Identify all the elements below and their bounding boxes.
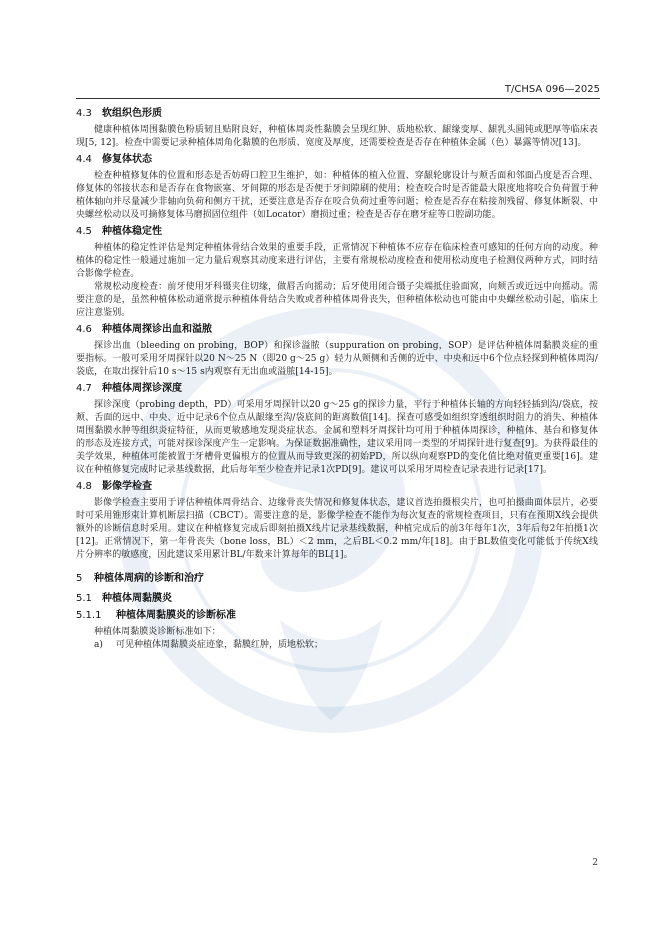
section-4-5 [76, 225, 598, 320]
subsection-number: 5.1 [76, 593, 92, 604]
paragraph: 影像学检查主要用于评估种植体周骨结合、边缘骨丧失情况和修复体状态，建议首选拍摄根尖片，也可拍摄曲面体层片，必要时可采用锥形束计算机断层扫描（CBCT）。需要注意的是，影像学检查不能作为每次复查的常规检查项目，只有在预期X线会提供额外的诊断信息时采用。建议在种植修复完成后即刻拍摄X线片记录基线数据，种植完成后的前3年每年1次，3年后每2年拍摄1次[12]。正常情况下，第一年骨丧失（bone loss，BL）＜2 mm，之后BL＜0.2 mm/年[18]。由于BL数值变化可能低于传统X线片分辨率的敏感度，因此建议采用累计BL/年数来计算每年的BL[1]。 [76, 498, 598, 560]
section-heading [76, 480, 598, 494]
section-title: 修复体状态 [102, 154, 152, 165]
section-title: 种植体周探诊深度 [102, 383, 182, 394]
document-body [76, 104, 598, 652]
subsubsection-title: 种植体周黏膜炎的诊断标准 [116, 610, 236, 621]
paragraph: 探诊出血（bleeding on probing，BOP）和探诊溢脓（suppuration on probing，SOP）是评估种植体周黏膜炎症的重要指标。一般可采用牙周探针以20 N～25 N（即20 g～25 g）轻力从颊侧和舌侧的近中、中央和远中6个位点轻探到种植体周沟/袋底，在取出探针后10 s～15 s内观察有无出血或溢脓[14-15]。 [76, 341, 598, 377]
subsection-heading [76, 592, 598, 606]
list-item-text: 可见种植体周黏膜炎症迹象，黏膜红肿，质地松软； [116, 640, 324, 650]
section-number: 4.4 [76, 154, 92, 165]
paragraph: 健康种植体周围黏膜色粉质韧且贴附良好，种植体周炎性黏膜会呈现红肿、质地松软、龈缘变厚、龈乳头圆钝或肥厚等临床表现[5, 12]。检查中需要记录种植体周角化黏膜的色形质、宽度及厚度，还需要检查是否存在种植体金属（色）暴露等情况[13]。 [76, 125, 598, 148]
header-rule [76, 98, 600, 99]
section-title: 软组织色形质 [102, 108, 162, 119]
subsection-title: 种植体周黏膜炎 [102, 593, 172, 604]
section-4-8 [76, 480, 598, 562]
section-4-7 [76, 382, 598, 477]
section-number: 4.6 [76, 324, 92, 335]
section-number: 4.5 [76, 226, 92, 237]
subsubsection-number: 5.1.1 [76, 610, 102, 621]
paragraph: 种植体的稳定性评估是判定种植体骨结合效果的重要手段，正常情况下种植体不应存在临床检查可感知的任何方向的动度。种植体的稳定性一般通过施加一定力量后观察其动度来进行评估，主要有常规松动度检查和使用松动度电子检测仪两种方式，同时结合影像学检查。 [76, 243, 598, 279]
section-heading [76, 107, 598, 121]
section-heading [76, 225, 598, 239]
section-number: 4.3 [76, 108, 92, 119]
section-number: 4.8 [76, 481, 92, 492]
subsubsection-heading [76, 609, 598, 623]
list-marker: a) [94, 640, 103, 650]
section-4-6 [76, 323, 598, 379]
page-number: 2 [592, 858, 598, 868]
section-title: 种植体稳定性 [102, 226, 162, 237]
chapter-title: 种植体周病的诊断和治疗 [94, 573, 204, 584]
paragraph: 检查种植修复体的位置和形态是否妨碍口腔卫生维护，如：种植体的植入位置、穿龈轮廓设计与颊舌面和邻面凸度是否合理、修复体的邻接状态和是否存在食物嵌塞、牙间隙的形态是否便于牙间隙刷的使用；检查咬合时是否能最大限度地将咬合负荷置于种植体轴向并尽量减少非轴向负荷和侧方干扰，还要注意是否存在咬合负荷过重等问题；检查是否存在粘接剂残留、修复体断裂、中央螺丝松动以及可摘修复体马磨损固位组件（如Locator）磨损过重；检查是否存在磨牙症等口腔副功能。 [76, 171, 598, 220]
section-number: 4.7 [76, 383, 92, 394]
standard-code: T/CHSA 096—2025 [504, 84, 600, 95]
section-4-3 [76, 107, 598, 150]
paragraph: 常规松动度检查：前牙使用牙科镊夹住切缘，做唇舌向摇动；后牙使用闭合镊子尖端抵住验面窝，向颊舌或近远中向摇动。需要注意的是，虽然种植体松动通常提示种植体骨结合失败或者种植体周骨丧失，但种植体松动也可能由中央螺丝松动引起，临床上应注意鉴别。 [76, 282, 598, 318]
chapter-number: 5 [76, 573, 83, 584]
list-item [94, 639, 598, 652]
section-title: 影像学检查 [102, 481, 152, 492]
chapter-heading [76, 572, 598, 586]
criteria-intro: 种植体周黏膜炎诊断标准如下： [94, 627, 221, 637]
section-heading [76, 323, 598, 337]
section-title: 种植体周探诊出血和溢脓 [102, 324, 212, 335]
section-heading [76, 382, 598, 396]
section-heading [76, 153, 598, 167]
section-4-4 [76, 153, 598, 222]
paragraph: 探诊深度（probing depth，PD）可采用牙周探针以20 g～25 g的探诊力量，平行于种植体长轴的方向轻轻插到沟/袋底，按颊、舌面的远中、中央、近中记录6个位点从龈缘至沟/袋底间的距离数值[14]。探查可感受如组织穿透组织时阻力的消失、种植体周围黏膜水肿等组织炎症特征，从而更敏感地发现炎症状态。金属和塑料牙周探针均可用于种植体周探诊，种植体、基台和修复体的形态及连接方式，可能对探诊深度产生一定影响。为保证数据准确性，建议采用同一类型的牙周探针进行复查[9]。为获得最佳的美学效果，种植体可能被置于牙槽骨更偏根方的位置从而导致更深的初始PD，所以纵向观察PD的变化值比绝对值更重要[16]。建议在种植修复完成时记录基线数据，此后每年至少检查并记录1次PD[9]。建议可以采用牙周检查记录表进行记录[17]。 [76, 400, 598, 475]
